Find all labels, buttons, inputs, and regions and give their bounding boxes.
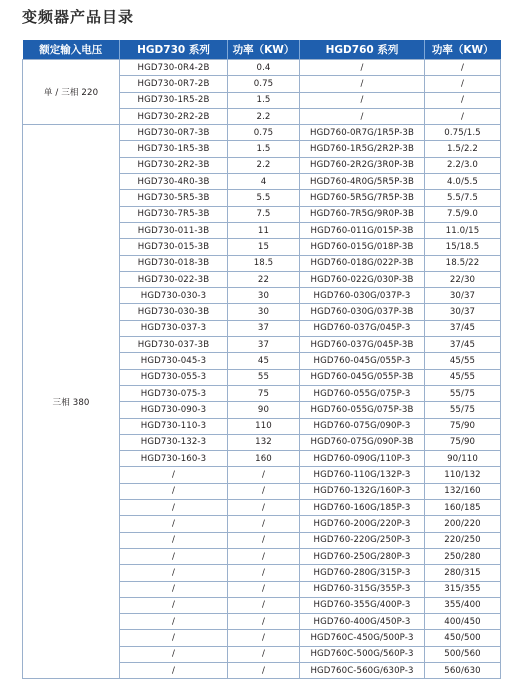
hgd730-power-cell: 30: [228, 288, 300, 304]
hgd730-model-cell: /: [120, 597, 228, 613]
hgd760-power-cell: /: [425, 92, 501, 108]
hgd760-model-cell: HGD760-160G/185P-3: [300, 500, 425, 516]
hgd760-power-cell: 5.5/7.5: [425, 190, 501, 206]
table-body: [23, 60, 501, 679]
hgd730-model-cell: HGD730-030-3: [120, 288, 228, 304]
hgd760-model-cell: HGD760-045G/055P-3B: [300, 369, 425, 385]
hgd760-model-cell: HGD760-355G/400P-3: [300, 597, 425, 613]
hgd760-power-cell: 7.5/9.0: [425, 206, 501, 222]
hgd760-model-cell: HGD760-0R7G/1R5P-3B: [300, 125, 425, 141]
hgd730-model-cell: /: [120, 662, 228, 678]
hgd760-model-cell: HGD760-055G/075P-3B: [300, 402, 425, 418]
hgd760-model-cell: HGD760-4R0G/5R5P-3B: [300, 174, 425, 190]
page-title: 变频器产品目录: [22, 8, 135, 26]
hgd760-power-cell: 30/37: [425, 288, 501, 304]
hgd760-power-cell: 560/630: [425, 662, 501, 678]
hgd730-power-cell: /: [228, 614, 300, 630]
hgd730-model-cell: HGD730-037-3B: [120, 337, 228, 353]
hgd730-model-cell: HGD730-7R5-3B: [120, 206, 228, 222]
hgd760-power-cell: 220/250: [425, 532, 501, 548]
hgd730-power-cell: /: [228, 646, 300, 662]
hgd760-power-cell: /: [425, 108, 501, 124]
hgd760-power-cell: /: [425, 60, 501, 76]
hgd730-model-cell: HGD730-090-3: [120, 402, 228, 418]
hgd760-model-cell: /: [300, 108, 425, 124]
hgd760-power-cell: 15/18.5: [425, 239, 501, 255]
hgd730-power-cell: /: [228, 630, 300, 646]
hgd730-power-cell: 45: [228, 353, 300, 369]
hgd730-power-cell: 132: [228, 434, 300, 450]
hgd760-power-cell: 250/280: [425, 548, 501, 564]
hgd760-power-cell: 11.0/15: [425, 222, 501, 238]
hgd760-power-cell: 160/185: [425, 500, 501, 516]
hgd730-model-cell: /: [120, 516, 228, 532]
hgd760-power-cell: 280/315: [425, 565, 501, 581]
hgd760-power-cell: 315/355: [425, 581, 501, 597]
hgd730-model-cell: HGD730-018-3B: [120, 255, 228, 271]
hgd730-power-cell: 5.5: [228, 190, 300, 206]
hgd730-power-cell: 160: [228, 451, 300, 467]
hgd760-power-cell: 400/450: [425, 614, 501, 630]
hgd730-model-cell: /: [120, 646, 228, 662]
hgd730-model-cell: HGD730-0R4-2B: [120, 60, 228, 76]
hgd730-model-cell: HGD730-011-3B: [120, 222, 228, 238]
header-input-voltage: 额定输入电压: [23, 40, 120, 60]
hgd760-power-cell: 45/55: [425, 369, 501, 385]
hgd760-model-cell: HGD760-075G/090P-3: [300, 418, 425, 434]
hgd760-power-cell: 37/45: [425, 320, 501, 336]
hgd760-model-cell: HGD760-315G/355P-3: [300, 581, 425, 597]
hgd760-power-cell: 355/400: [425, 597, 501, 613]
hgd730-power-cell: /: [228, 483, 300, 499]
hgd760-power-cell: 55/75: [425, 402, 501, 418]
hgd760-power-cell: /: [425, 76, 501, 92]
hgd760-model-cell: HGD760-090G/110P-3: [300, 451, 425, 467]
hgd760-model-cell: HGD760-075G/090P-3B: [300, 434, 425, 450]
hgd760-power-cell: 500/560: [425, 646, 501, 662]
hgd730-power-cell: /: [228, 516, 300, 532]
hgd730-power-cell: 37: [228, 337, 300, 353]
hgd760-power-cell: 22/30: [425, 271, 501, 287]
hgd760-power-cell: 132/160: [425, 483, 501, 499]
hgd760-model-cell: HGD760-250G/280P-3: [300, 548, 425, 564]
hgd730-power-cell: 1.5: [228, 92, 300, 108]
hgd760-model-cell: HGD760-7R5G/9R0P-3B: [300, 206, 425, 222]
hgd730-power-cell: 90: [228, 402, 300, 418]
hgd730-power-cell: /: [228, 565, 300, 581]
hgd760-model-cell: /: [300, 76, 425, 92]
hgd730-power-cell: 55: [228, 369, 300, 385]
hgd730-model-cell: /: [120, 467, 228, 483]
hgd730-power-cell: 75: [228, 385, 300, 401]
hgd730-model-cell: /: [120, 500, 228, 516]
table-row: [23, 125, 501, 141]
hgd730-model-cell: /: [120, 630, 228, 646]
hgd730-power-cell: /: [228, 662, 300, 678]
hgd730-power-cell: 22: [228, 271, 300, 287]
hgd730-power-cell: /: [228, 548, 300, 564]
hgd730-power-cell: 18.5: [228, 255, 300, 271]
hgd760-model-cell: HGD760-220G/250P-3: [300, 532, 425, 548]
hgd760-model-cell: HGD760-022G/030P-3B: [300, 271, 425, 287]
hgd760-model-cell: HGD760-132G/160P-3: [300, 483, 425, 499]
hgd730-power-cell: /: [228, 532, 300, 548]
hgd760-power-cell: 30/37: [425, 304, 501, 320]
hgd760-model-cell: HGD760-5R5G/7R5P-3B: [300, 190, 425, 206]
hgd730-power-cell: 11: [228, 222, 300, 238]
hgd730-model-cell: /: [120, 565, 228, 581]
hgd730-model-cell: HGD730-132-3: [120, 434, 228, 450]
hgd760-model-cell: HGD760C-450G/500P-3: [300, 630, 425, 646]
hgd760-power-cell: 75/90: [425, 434, 501, 450]
hgd760-model-cell: /: [300, 60, 425, 76]
hgd730-model-cell: HGD730-037-3: [120, 320, 228, 336]
header-hgd760-series: HGD760 系列: [300, 40, 425, 60]
input-voltage-cell: 单 / 三相 220: [23, 60, 120, 125]
hgd730-power-cell: /: [228, 500, 300, 516]
hgd760-power-cell: 1.5/2.2: [425, 141, 501, 157]
hgd730-power-cell: 2.2: [228, 157, 300, 173]
hgd730-model-cell: HGD730-0R7-2B: [120, 76, 228, 92]
hgd730-model-cell: HGD730-160-3: [120, 451, 228, 467]
hgd760-model-cell: HGD760-011G/015P-3B: [300, 222, 425, 238]
hgd760-power-cell: 37/45: [425, 337, 501, 353]
hgd760-model-cell: HGD760-055G/075P-3: [300, 385, 425, 401]
hgd730-model-cell: HGD730-5R5-3B: [120, 190, 228, 206]
hgd760-power-cell: 18.5/22: [425, 255, 501, 271]
hgd760-model-cell: HGD760-037G/045P-3: [300, 320, 425, 336]
hgd730-model-cell: HGD730-075-3: [120, 385, 228, 401]
hgd730-power-cell: /: [228, 467, 300, 483]
hgd760-power-cell: 110/132: [425, 467, 501, 483]
hgd760-model-cell: HGD760C-500G/560P-3: [300, 646, 425, 662]
hgd760-model-cell: HGD760-2R2G/3R0P-3B: [300, 157, 425, 173]
hgd760-model-cell: HGD760-037G/045P-3B: [300, 337, 425, 353]
hgd760-power-cell: 90/110: [425, 451, 501, 467]
hgd730-model-cell: HGD730-030-3B: [120, 304, 228, 320]
hgd730-power-cell: /: [228, 597, 300, 613]
hgd760-model-cell: HGD760-1R5G/2R2P-3B: [300, 141, 425, 157]
hgd760-model-cell: /: [300, 92, 425, 108]
hgd760-model-cell: HGD760-110G/132P-3: [300, 467, 425, 483]
hgd730-model-cell: /: [120, 548, 228, 564]
hgd730-model-cell: HGD730-022-3B: [120, 271, 228, 287]
hgd730-model-cell: HGD730-110-3: [120, 418, 228, 434]
input-voltage-cell: 三相 380: [23, 125, 120, 679]
product-catalog-table: [22, 40, 501, 679]
hgd730-model-cell: HGD730-4R0-3B: [120, 174, 228, 190]
header-hgd760-power: 功率（KW）: [425, 40, 501, 60]
hgd730-model-cell: /: [120, 532, 228, 548]
header-hgd730-series: HGD730 系列: [120, 40, 228, 60]
hgd760-model-cell: HGD760-018G/022P-3B: [300, 255, 425, 271]
hgd760-model-cell: HGD760C-560G/630P-3: [300, 662, 425, 678]
hgd730-power-cell: 0.75: [228, 76, 300, 92]
hgd730-model-cell: HGD730-055-3: [120, 369, 228, 385]
hgd760-model-cell: HGD760-030G/037P-3B: [300, 304, 425, 320]
hgd730-model-cell: /: [120, 581, 228, 597]
hgd760-power-cell: 0.75/1.5: [425, 125, 501, 141]
hgd760-model-cell: HGD760-015G/018P-3B: [300, 239, 425, 255]
hgd760-model-cell: HGD760-045G/055P-3: [300, 353, 425, 369]
hgd760-power-cell: 75/90: [425, 418, 501, 434]
hgd730-power-cell: /: [228, 581, 300, 597]
hgd760-power-cell: 450/500: [425, 630, 501, 646]
hgd730-model-cell: HGD730-2R2-2B: [120, 108, 228, 124]
hgd730-model-cell: HGD730-1R5-2B: [120, 92, 228, 108]
hgd730-model-cell: HGD730-0R7-3B: [120, 125, 228, 141]
hgd730-power-cell: 1.5: [228, 141, 300, 157]
hgd730-power-cell: 4: [228, 174, 300, 190]
hgd730-power-cell: 7.5: [228, 206, 300, 222]
hgd760-model-cell: HGD760-030G/037P-3: [300, 288, 425, 304]
hgd760-model-cell: HGD760-400G/450P-3: [300, 614, 425, 630]
hgd760-model-cell: HGD760-280G/315P-3: [300, 565, 425, 581]
hgd730-model-cell: HGD730-015-3B: [120, 239, 228, 255]
hgd730-power-cell: 30: [228, 304, 300, 320]
hgd760-power-cell: 200/220: [425, 516, 501, 532]
table-row: [23, 60, 501, 76]
hgd730-model-cell: /: [120, 483, 228, 499]
hgd730-model-cell: /: [120, 614, 228, 630]
hgd730-power-cell: 37: [228, 320, 300, 336]
hgd730-model-cell: HGD730-045-3: [120, 353, 228, 369]
hgd730-power-cell: 15: [228, 239, 300, 255]
hgd760-model-cell: HGD760-200G/220P-3: [300, 516, 425, 532]
hgd730-power-cell: 2.2: [228, 108, 300, 124]
hgd730-model-cell: HGD730-2R2-3B: [120, 157, 228, 173]
hgd730-model-cell: HGD730-1R5-3B: [120, 141, 228, 157]
hgd730-power-cell: 0.4: [228, 60, 300, 76]
hgd730-power-cell: 0.75: [228, 125, 300, 141]
hgd730-power-cell: 110: [228, 418, 300, 434]
hgd760-power-cell: 4.0/5.5: [425, 174, 501, 190]
hgd760-power-cell: 55/75: [425, 385, 501, 401]
table-header-row: [23, 40, 501, 60]
header-hgd730-power: 功率（KW）: [228, 40, 300, 60]
hgd760-power-cell: 2.2/3.0: [425, 157, 501, 173]
hgd760-power-cell: 45/55: [425, 353, 501, 369]
